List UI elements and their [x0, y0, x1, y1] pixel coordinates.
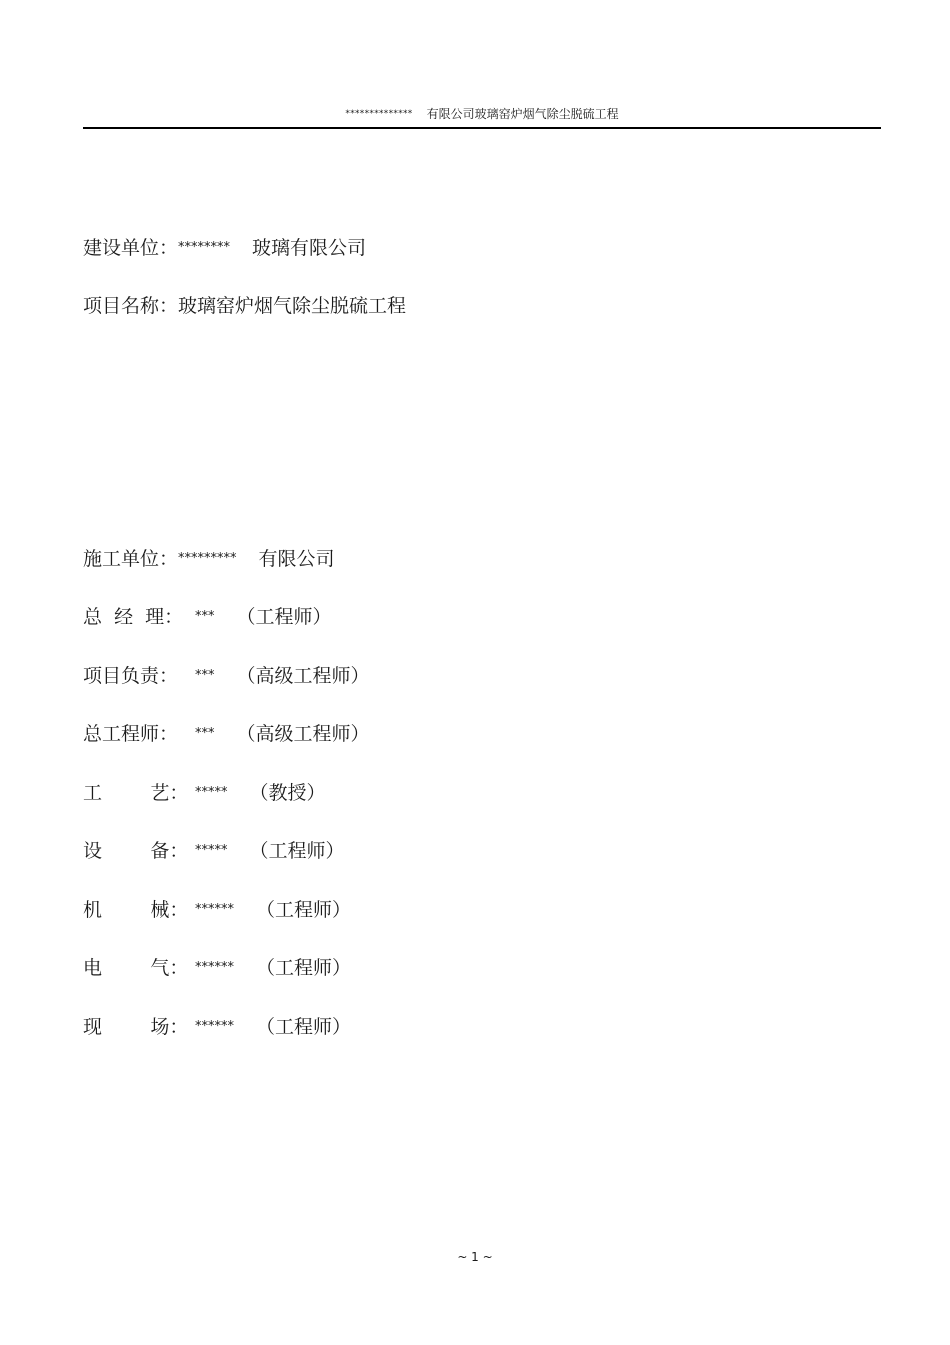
client-value: 玻璃有限公司	[252, 237, 367, 259]
staff-label: 电 气：	[83, 957, 189, 979]
running-header	[83, 106, 881, 122]
client-line	[83, 235, 366, 261]
staff-title: （高级工程师）	[236, 665, 370, 687]
staff-row	[83, 604, 332, 630]
staff-name-mask: ******	[195, 902, 234, 917]
header-rule	[83, 127, 881, 129]
staff-row	[83, 955, 351, 981]
project-label: 项目名称：	[83, 295, 179, 317]
staff-title: （工程师）	[256, 957, 352, 979]
staff-row	[83, 838, 345, 864]
staff-label: 总 经 理：	[83, 606, 184, 628]
contractor-label: 施工单位：	[83, 548, 179, 570]
staff-label: 总工程师：	[83, 723, 179, 745]
header-company-mask: **************	[345, 109, 413, 119]
staff-name-mask: ***	[195, 726, 215, 741]
staff-name-mask: ******	[195, 960, 234, 975]
project-value: 玻璃窑炉烟气除尘脱硫工程	[178, 295, 407, 317]
staff-label: 机 械：	[83, 899, 189, 921]
staff-title: （工程师）	[256, 899, 352, 921]
staff-name-mask: ******	[195, 1019, 234, 1034]
staff-name-mask: *****	[195, 843, 228, 858]
contractor-mask: *********	[178, 551, 237, 566]
staff-label: 现 场：	[83, 1016, 189, 1038]
staff-name-mask: ***	[195, 609, 215, 624]
client-label: 建设单位：	[83, 237, 179, 259]
project-line	[83, 293, 406, 319]
staff-name-mask: *****	[195, 785, 228, 800]
staff-name-mask: ***	[195, 668, 215, 683]
page-number: ~ 1 ~	[457, 1250, 493, 1264]
staff-title: （高级工程师）	[236, 723, 370, 745]
staff-title: （工程师）	[249, 840, 345, 862]
client-mask: ********	[178, 240, 231, 255]
staff-label: 设 备：	[83, 840, 189, 862]
contractor-line	[83, 546, 335, 572]
staff-row	[83, 663, 370, 689]
staff-row	[83, 897, 351, 923]
staff-label: 工 艺：	[83, 782, 189, 804]
header-title: 有限公司玻璃窑炉烟气除尘脱硫工程	[426, 107, 619, 121]
staff-label: 项目负责：	[83, 665, 179, 687]
staff-title: （教授）	[249, 782, 326, 804]
staff-title: （工程师）	[256, 1016, 352, 1038]
contractor-value: 有限公司	[258, 548, 335, 570]
staff-row	[83, 1014, 351, 1040]
staff-row	[83, 721, 370, 747]
staff-title: （工程师）	[236, 606, 332, 628]
staff-row	[83, 780, 326, 806]
